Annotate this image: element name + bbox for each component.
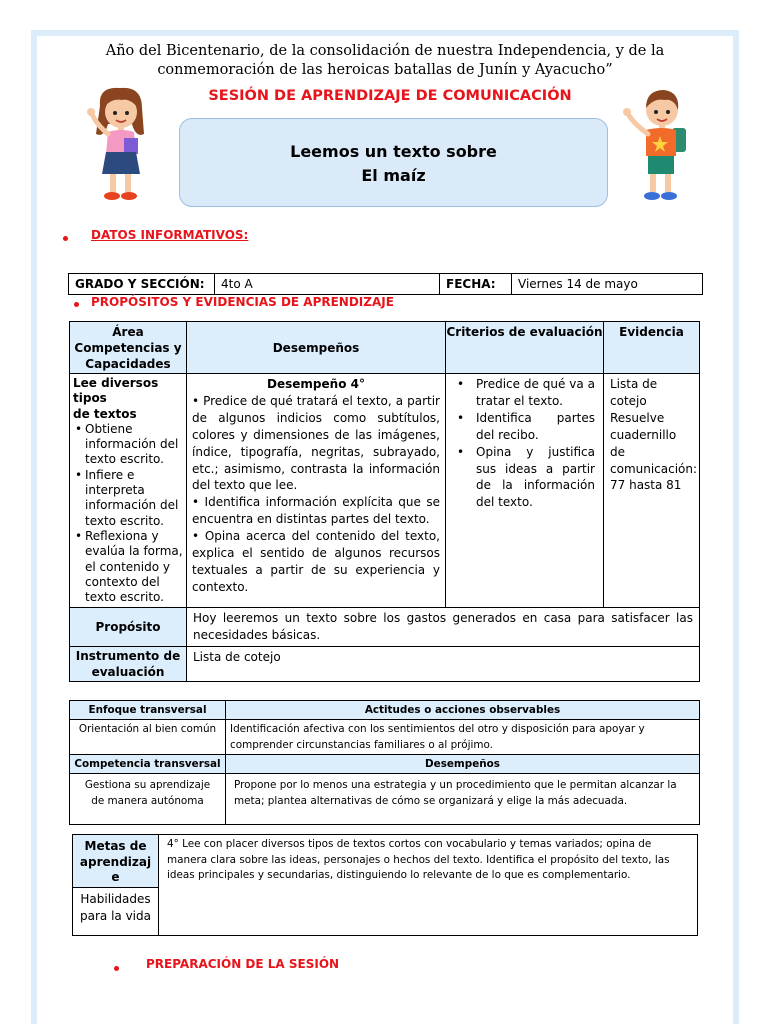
metas-label-line: e (111, 870, 120, 884)
habilidades-line: Habilidades (80, 892, 151, 906)
enfoque-header: Enfoque transversal (70, 701, 226, 720)
criterios-cell (446, 374, 604, 608)
banner-title-line-2: El maíz (361, 166, 426, 185)
desempeno-title: Desempeño 4° (267, 377, 365, 391)
capacidad-item: • Reflexiona y evalúa la forma, el contenido y contexto del texto escrito. (73, 529, 183, 605)
preparacion-heading: PREPARACIÓN DE LA SESIÓN (146, 957, 340, 971)
capacidad-item: • Infiere e interpreta información del texto escrito. (73, 468, 183, 529)
criterio-item: • Opina y justifica sus ideas a partir de la información del texto. (450, 444, 599, 512)
competencia-transversal-line: de manera autónoma (91, 795, 204, 807)
actitudes-header: Actitudes o acciones observables (226, 701, 700, 720)
header-desempenos: Desempeños (187, 322, 446, 374)
header-line-1: Año del Bicentenario, de la consolidación de nuestra Independencia, y de la (105, 43, 665, 59)
metas-text: 4° Lee con placer diversos tipos de textos cortos con vocabulario y temas variados; opina de manera clara sobre las ideas, personajes o hechos del texto. Identifica el propósito del texto, las ideas principales y secundarias, distinguiendo lo relevante de lo que es complementario. (159, 835, 698, 936)
girl-illustration-icon (86, 84, 158, 204)
competencia-title-line: de textos (73, 406, 137, 421)
grado-label: GRADO Y SECCIÓN: (69, 274, 215, 295)
criterio-item: • Identifica partes del recibo. (450, 410, 599, 444)
evidencia-cell (604, 374, 700, 608)
evidencia-line: Resuelve (610, 410, 665, 425)
banner-title-line-1: Leemos un texto sobre (290, 142, 497, 161)
header-area-line: Área (112, 324, 144, 339)
competencia-title (73, 376, 183, 422)
header-evidencia: Evidencia (604, 322, 700, 374)
competencia-transversal-line: Gestiona su aprendizaje (84, 779, 211, 791)
metas-label-line: aprendizaj (79, 854, 152, 869)
evidencia-line: 77 hasta 81 (610, 478, 682, 493)
header-criterios: Criterios de evaluación (446, 322, 604, 374)
enfoque-table (69, 700, 700, 825)
desempeno-item: • Predice de qué tratará el texto, a partir de algunos indicios como subtítulos, colores y dimensiones de las imágenes, índice, tipografía, negritas, subrayado, etc.; asimismo, contrasta la información del texto que lee. (192, 393, 440, 493)
instrumento-label-line: Instrumento de (75, 649, 181, 664)
evidencia-line: Lista de (610, 377, 658, 391)
fecha-label: FECHA: (440, 274, 512, 295)
desempenos-transversal-header: Desempeños (226, 755, 700, 774)
datos-table (68, 273, 703, 295)
criterios-list (450, 376, 599, 511)
header-area-line: Capacidades (85, 356, 171, 371)
evidencia-line: de (610, 444, 625, 459)
fecha-value: Viernes 14 de mayo (512, 274, 703, 295)
header-area-line: Competencias y (74, 340, 182, 355)
boy-illustration-icon (620, 84, 694, 204)
actitudes-value: Identificación afectiva con los sentimientos del otro y disposición para apoyar y comprender circunstancias familiares o al prójimo. (226, 720, 700, 755)
desempenos-cell (187, 374, 446, 608)
title-banner (179, 118, 608, 207)
instrumento-label-line: evaluación (91, 665, 165, 680)
metas-table (72, 834, 698, 936)
proposito-label: Propósito (70, 608, 187, 647)
bullet-icon (114, 966, 119, 971)
capacidades-list (73, 422, 183, 606)
header-line-2: conmemoración de las heroicas batallas de Junín y Ayacucho” (157, 62, 613, 78)
datos-heading: DATOS INFORMATIVOS: (91, 228, 249, 242)
grado-value: 4to A (215, 274, 440, 295)
instrumento-label (70, 647, 187, 682)
desempeno-item: • Identifica información explícita que se encuentra en distintas partes del texto. (192, 495, 440, 527)
habilidades-line: para la vida (80, 908, 151, 923)
competencia-transversal-value (70, 774, 226, 825)
proposito-text: Hoy leeremos un texto sobre los gastos generados en casa para satisfacer las necesidades básicas. (187, 608, 700, 647)
evidencia-line: comunicación: (610, 461, 698, 476)
competencia-title-line: Lee diversos tipos (73, 376, 159, 406)
capacidad-item: • Obtiene información del texto escrito. (73, 422, 183, 468)
instrumento-text: Lista de cotejo (187, 647, 700, 682)
propositos-heading: PROPÓSITOS Y EVIDENCIAS DE APRENDIZAJE (91, 295, 394, 309)
desempeno-item: • Opina acerca del contenido del texto, explica el sentido de algunos recursos textuales a partir de su experiencia y contexto. (192, 529, 440, 594)
criterio-item: • Predice de qué va a tratar el texto. (450, 376, 599, 410)
competencia-transversal-header: Competencia transversal (70, 755, 226, 774)
bullet-icon (74, 302, 79, 307)
evidencia-line: cotejo (610, 393, 647, 408)
competencias-cell (70, 374, 187, 608)
desempeno-transversal-value: Propone por lo menos una estrategia y un procedimiento que le permitan alcanzar la meta; plantea alternativas de cómo se organizará y elige la más adecuada. (226, 774, 700, 825)
session-title: SESIÓN DE APRENDIZAJE DE COMUNICACIÓN (208, 88, 572, 104)
header-area (70, 322, 187, 374)
bullet-icon (63, 236, 68, 241)
propositos-table (69, 321, 700, 682)
metas-label-line: Metas de (84, 839, 147, 853)
evidencia-line: cuadernillo (610, 427, 677, 442)
metas-label (73, 835, 159, 888)
habilidades-label (73, 888, 159, 936)
enfoque-value: Orientación al bien común (70, 720, 226, 755)
